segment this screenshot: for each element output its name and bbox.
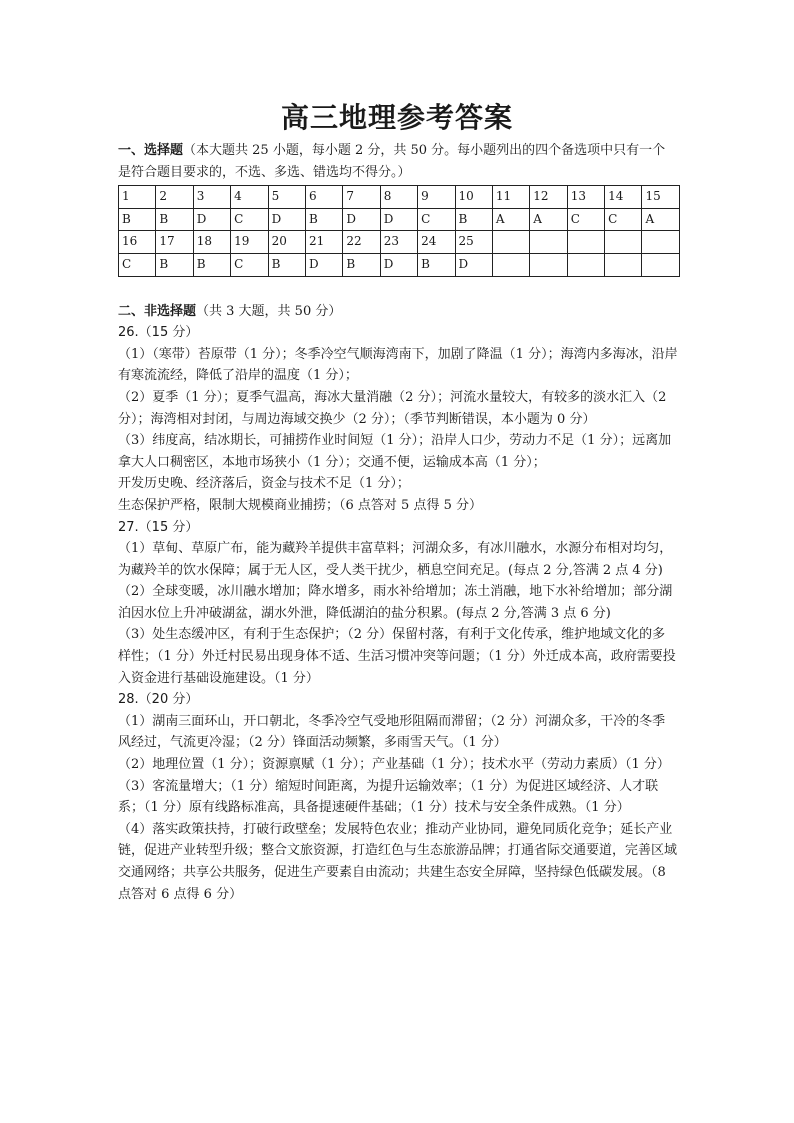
question-26-line: 生态保护严格，限制大规模商业捕捞；（6 点答对 5 点得 5 分） (118, 497, 482, 513)
table-cell: 11 (492, 186, 529, 209)
table-cell: 15 (642, 186, 680, 209)
table-cell: 24 (418, 231, 455, 254)
table-cell: B (343, 253, 380, 276)
table-cell: 13 (567, 186, 604, 209)
table-cell: 4 (231, 186, 268, 209)
table-cell: 22 (343, 231, 380, 254)
table-cell (642, 253, 680, 276)
table-cell: 12 (530, 186, 567, 209)
table-cell: 23 (380, 231, 417, 254)
table-cell: 7 (343, 186, 380, 209)
section1-heading: 一、选择题 (118, 143, 184, 158)
table-row-numbers-1 (119, 186, 680, 209)
question-27-line: （1）草甸、草原广布，能为藏羚羊提供丰富草料；河湖众多，有冰川融水，水源分布相对均匀，为藏羚羊的饮水保障；属于无人区，受人类干扰少，栖息空间充足。(每点 2 分,答满 2 点 4 分) (118, 541, 673, 578)
question-28-line: （1）湖南三面环山，开口朝北，冬季冷空气受地形阻隔而滞留；（2 分）河湖众多，干冷的冬季风经过，气流更冷湿；（2 分）锋面活动频繁，多雨雪天气。（1 分） (118, 713, 666, 751)
table-cell: 19 (231, 231, 268, 254)
section2-intro (118, 301, 678, 323)
table-cell: 16 (119, 231, 156, 254)
table-cell: 6 (305, 186, 342, 209)
table-cell: 2 (156, 186, 193, 209)
table-cell: 14 (605, 186, 642, 209)
table-cell: D (305, 253, 342, 276)
table-cell: D (268, 208, 305, 231)
table-cell: 17 (156, 231, 193, 254)
answer-body (118, 140, 678, 905)
table-row-answers-1 (119, 208, 680, 231)
section1-intro (118, 140, 678, 183)
table-cell (605, 253, 642, 276)
page-title: 高三地理参考答案 (280, 101, 513, 134)
question-26-line: （3）纬度高，结冰期长，可捕捞作业时间短（1 分）；沿岸人口少，劳动力不足（1 分）；远离加拿大人口稠密区，本地市场狭小（1 分）；交通不便，运输成本高（1 分）； (118, 433, 672, 470)
table-cell: B (193, 253, 230, 276)
table-cell: C (231, 253, 268, 276)
table-cell: 18 (193, 231, 230, 254)
table-cell: 25 (455, 231, 492, 254)
table-cell (530, 231, 567, 254)
question-27-heading: 27.（15 分） (118, 519, 199, 535)
table-cell: B (156, 208, 193, 231)
table-cell: C (418, 208, 455, 231)
table-cell: D (343, 208, 380, 231)
table-cell (492, 253, 529, 276)
table-cell: D (193, 208, 230, 231)
question-27-line: （2）全球变暖，冰川融水增加；降水增多，雨水补给增加；冻土消融，地下水补给增加；部分湖泊因水位上升冲破湖盆，湖水外泄，降低湖泊的盐分积累。(每点 2 分,答满 3 点 6 分) (118, 584, 673, 621)
table-cell: B (455, 208, 492, 231)
section2-description: （共 3 大题，共 50 分） (196, 303, 342, 319)
table-cell: 5 (268, 186, 305, 209)
question-26-line: （1）（寒带）苔原带（1 分）；冬季冷空气顺海湾南下，加剧了降温（1 分）；海湾内多海冰，沿岸有寒流流经，降低了沿岸的温度（1 分）； (118, 346, 678, 384)
table-cell: 21 (305, 231, 342, 254)
question-28-line: （3）客流量增大；（1 分）缩短时间距离，为提升运输效率；（1 分）为促进区域经济、人才联系；（1 分）原有线路标准高，具备提速硬件基础；（1 分）技术与安全条件成熟。（1 分） (118, 778, 659, 816)
section2-heading: 二、非选择题 (118, 303, 197, 319)
table-cell: C (567, 208, 604, 231)
table-cell: A (492, 208, 529, 231)
table-cell: D (455, 253, 492, 276)
table-cell: D (380, 208, 417, 231)
question-27-line: （3）处生态缓冲区，有利于生态保护；（2 分）保留村落，有利于文化传承，维护地域文化的多样性；（1 分）外迁村民易出现身体不适、生活习惯冲突等问题；（1 分）外迁成本高，政府需要投入资金进行基础设施建设。（1 分） (118, 627, 676, 686)
question-28-line: （4）落实政策扶持，打破行政壁垒；发展特色农业；推动产业协同，避免同质化竞争；延长产业链，促进产业转型升级；整合文旅资源，打造红色与生态旅游品牌；打通省际交通要道，完善区域交通网络；共享公共服务，促进生产要素自由流动；共建生态安全屏障，坚持绿色低碳发展。（8 点答对 6 点得 6 分） (118, 821, 678, 902)
table-cell: B (268, 253, 305, 276)
answer-table (118, 185, 680, 276)
table-cell: B (418, 253, 455, 276)
table-row-answers-2 (119, 253, 680, 276)
table-cell: 9 (418, 186, 455, 209)
table-cell: B (119, 208, 156, 231)
question-26-heading: 26.（15 分） (118, 325, 199, 341)
table-row-numbers-2 (119, 231, 680, 254)
table-cell: C (605, 208, 642, 231)
table-cell: 10 (455, 186, 492, 209)
table-cell: A (530, 208, 567, 231)
table-cell: 20 (268, 231, 305, 254)
table-cell: C (119, 253, 156, 276)
table-cell (567, 253, 604, 276)
table-cell (530, 253, 567, 276)
table-cell: 3 (193, 186, 230, 209)
table-cell (605, 231, 642, 254)
table-cell: C (231, 208, 268, 231)
spacer (118, 277, 678, 301)
table-cell: D (380, 253, 417, 276)
table-cell (567, 231, 604, 254)
table-cell (642, 231, 680, 254)
question-28-heading: 28.（20 分） (118, 692, 199, 708)
table-cell: 8 (380, 186, 417, 209)
table-cell: B (156, 253, 193, 276)
question-26-line: （2）夏季（1 分）；夏季气温高，海冰大量消融（2 分）；河流水量较大，有较多的淡水汇入（2 分）；海湾相对封闭，与周边海域交换少（2 分）；（季节判断错误，本小题为 0 分） (118, 389, 667, 427)
table-cell: A (642, 208, 680, 231)
table-cell (492, 231, 529, 254)
section1-description: （本大题共 25 小题，每小题 2 分，共 50 分。每小题列出的四个备选项中只有一个是符合题目要求的，不选、多选、错选均不得分。） (118, 143, 666, 180)
question-28-line: （2）地理位置（1 分）；资源禀赋（1 分）；产业基础（1 分）；技术水平（劳动力素质）（1 分） (118, 757, 670, 773)
question-26-line: 开发历史晚、经济落后，资金与技术不足（1 分）； (118, 476, 410, 492)
table-cell: B (305, 208, 342, 231)
table-cell: 1 (119, 186, 156, 209)
